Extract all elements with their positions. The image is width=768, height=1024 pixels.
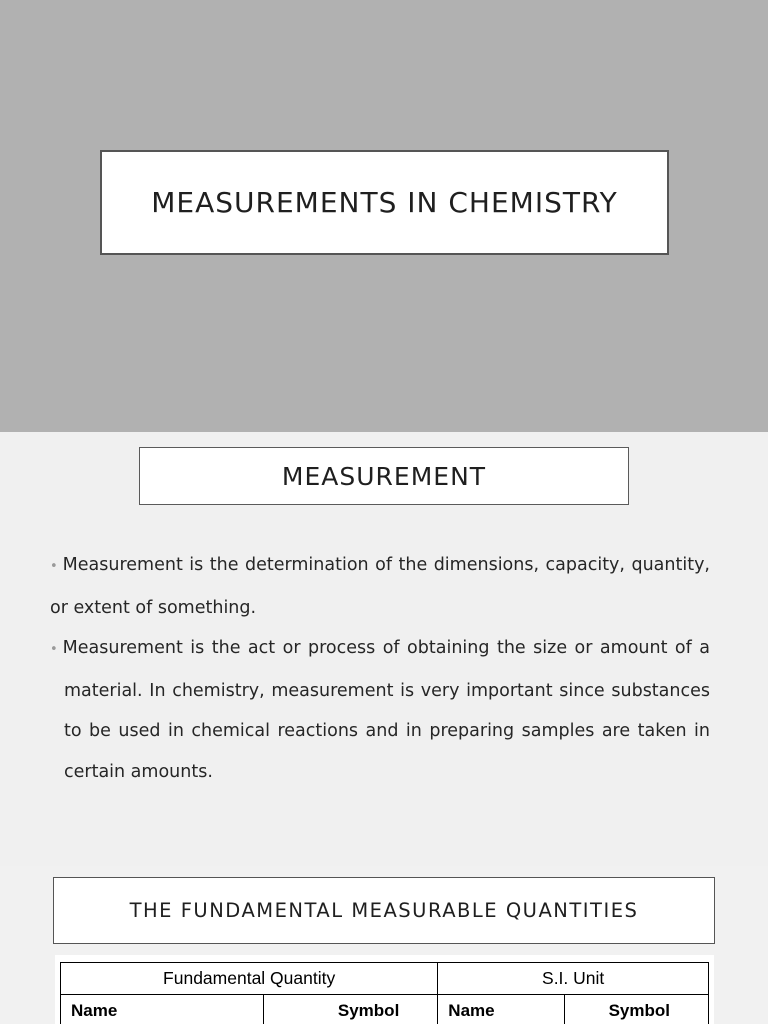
fundamental-quantities-heading-text: THE FUNDAMENTAL MEASURABLE QUANTITIES (129, 899, 639, 922)
column-header-name: Name (61, 995, 264, 1024)
quantities-table-container (55, 955, 714, 1024)
column-header-unit-name: Name (438, 995, 565, 1024)
measurement-heading-text: MEASUREMENT (281, 461, 487, 491)
table-subheader-row (61, 995, 709, 1024)
bullet-item (50, 628, 710, 792)
group-header-si-unit: S.I. Unit (438, 963, 709, 995)
bullet-text: Measurement is the act or process of obtaining the size or amount of a material. In chemistry, measurement is very important since substances to be used in chemical reactions and in preparing samples are taken in certain amounts. (62, 638, 710, 782)
column-header-unit-symbol: Symbol (565, 995, 709, 1024)
bullet-item (50, 545, 710, 628)
bullet-list (50, 545, 710, 792)
bullet-icon: • (50, 642, 58, 657)
table-header-row (61, 963, 709, 995)
bullet-icon: • (50, 559, 58, 574)
fundamental-quantities-heading (53, 877, 715, 944)
slide-measurement (0, 432, 768, 865)
quantities-table (60, 962, 709, 1024)
bullet-text: Measurement is the determination of the dimensions, capacity, quantity, or extent of something. (50, 555, 710, 618)
slide-fundamental-quantities (0, 866, 768, 1024)
slide-title-text: MEASUREMENTS IN CHEMISTRY (151, 186, 618, 219)
slide-title-heading (100, 150, 669, 255)
group-header-fundamental-quantity: Fundamental Quantity (61, 963, 438, 995)
measurement-heading (139, 447, 629, 505)
slide-title (0, 0, 768, 432)
column-header-symbol: Symbol (263, 995, 438, 1024)
